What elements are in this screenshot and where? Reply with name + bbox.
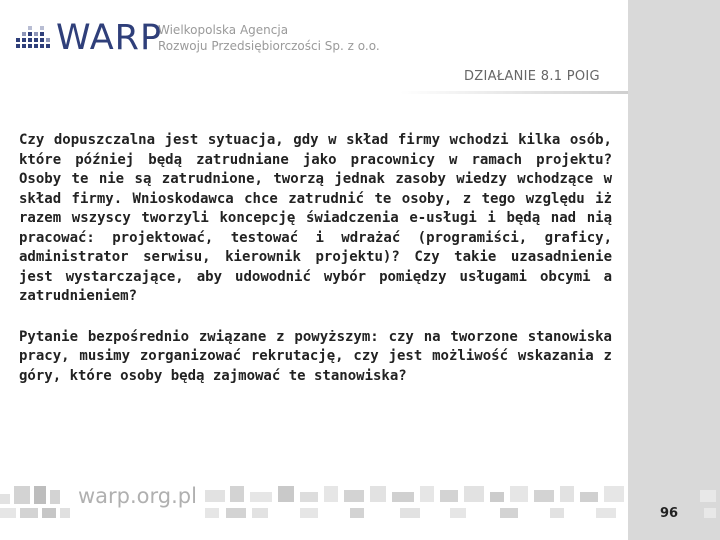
logo-wordmark: WARP (56, 18, 163, 58)
question-paragraph-1: Czy dopuszczalna jest sytuacja, gdy w skład firmy wchodzi kilka osób, które później będą zatrudniane jako pracownicy w ramach projektu? Osoby te nie są zatrudnione, tworzą jednak zasoby wiedzy wchodzące w skład firmy. Wnioskodawca chce zatrudnić te osoby, z tego względu iż razem wszyscy tworzyli koncepcję świadczenia e-usługi i będą nad nią pracować: projektować, testować i wdrażać (programiści, graficy, administrator serwisu, kierownik projektu)? Czy takie uzasadnienie jest wystarczające, aby udowodnić wybór pomiędzy usługami obcymi a zatrudnieniem? (19, 132, 612, 304)
slide-body (19, 131, 612, 407)
logo-subtitle-line-2: Rozwoju Przedsiębiorczości Sp. z o.o. (158, 39, 380, 53)
logo-subtitle (158, 22, 380, 54)
header-divider (400, 91, 628, 94)
page-number: 96 (660, 506, 679, 521)
question-paragraph-2: Pytanie bezpośrednio związane z powyższym: czy na tworzone stanowiska pracy, musimy zorganizować rekrutację, czy jest możliwość wskazania z góry, które osoby będą zajmować te stanowiska? (19, 328, 612, 384)
header (0, 0, 720, 100)
warp-logo-icon (16, 26, 50, 50)
logo-subtitle-line-1: Wielkopolska Agencja (158, 23, 289, 37)
section-label: DZIAŁANIE 8.1 POIG (464, 69, 600, 84)
footer-website-link[interactable]: warp.org.pl (78, 484, 197, 508)
